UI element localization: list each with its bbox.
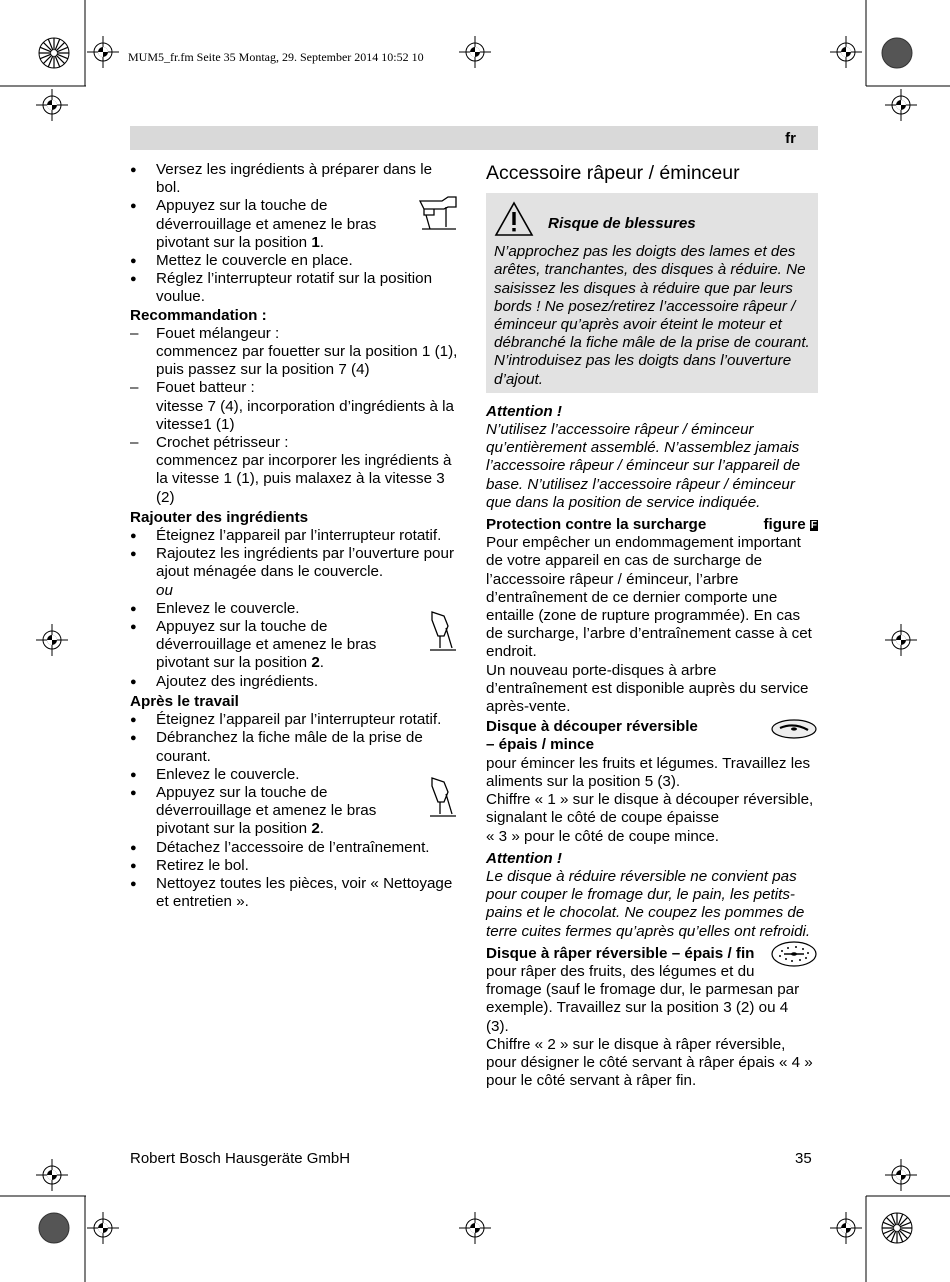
grating-disc-heading: Disque à râper réversible – épais / fin bbox=[486, 945, 818, 963]
list-item: ● Retirez le bol. bbox=[130, 857, 460, 875]
list-item: ● Appuyez sur la touche de déverrouillage et amenez le bras pivotant sur la position 1. bbox=[130, 197, 460, 252]
warning-triangle-icon bbox=[494, 201, 534, 237]
mixer-arm-icon bbox=[416, 193, 460, 235]
warning-box bbox=[486, 193, 818, 393]
list-item: – Fouet batteur : vitesse 7 (4), incorporation d’ingrédients à la vitesse1 (1) bbox=[130, 379, 460, 434]
language-code: fr bbox=[785, 130, 796, 147]
section-heading: Recommandation : bbox=[130, 306, 267, 324]
language-bar bbox=[130, 126, 818, 150]
section-heading: Rajouter des ingrédients bbox=[130, 508, 309, 526]
list-item: ● Appuyez sur la touche de déverrouillage et amenez le bras pivotant sur la position 2. bbox=[130, 784, 460, 839]
position-number: 2 bbox=[311, 654, 320, 672]
position-number: 2 bbox=[311, 820, 320, 838]
overload-text: Pour empêcher un endommagement important de votre appareil en cas de surcharge de l’accessoire râpeur / éminceur, l’arbre d’entraînement de ce dernier comporte une entaille (zone de rupture programmée). En cas de surcharge, l’arbre d’entraînement casse à cet endroit. bbox=[486, 534, 812, 661]
list-item: ● Éteignez l’appareil par l’interrupteur rotatif. bbox=[130, 527, 460, 545]
figure-ref: figure F bbox=[763, 516, 817, 534]
list-item: – Fouet mélangeur : commencez par fouetter sur la position 1 (1), puis passez sur la position 7 (4) bbox=[130, 325, 460, 380]
warning-text: N’approchez pas les doigts des lames et des arêtes, tranchantes, des disques à réduire. Ne saisissez les disques à réduire que par leurs bords ! Ne posez/retirez l’accessoire râpeur / éminceur qu’après avoir éteint le moteur et débranché la fiche mâle de la prise de courant. N’introduisez pas les doigts dans l’ouverture d’ajout. bbox=[494, 243, 810, 388]
figure-letter: F bbox=[810, 520, 817, 532]
attention-text: N’utilisez l’accessoire râpeur / éminceur qu’entièrement assemblé. N’assemblez jamais l’accessoire râpeur / éminceur sur l’appareil de base. N’utilisez l’accessoire râpeur / éminceur que dans la position de service indiquée. bbox=[486, 421, 801, 511]
list-item: – Crochet pétrisseur : commencez par incorporer les ingrédients à la vitesse 1 (1), puis malaxez à la vitesse 3 (2) bbox=[130, 434, 460, 507]
list-item: ● Nettoyez toutes les pièces, voir « Nettoyage et entretien ». bbox=[130, 875, 460, 911]
list-item: ● Réglez l’interrupteur rotatif sur la position voulue. bbox=[130, 270, 460, 306]
or-text: ou bbox=[156, 581, 173, 599]
attention-text-2: Le disque à réduire réversible ne convient pas pour couper le fromage dur, le pain, les petits-pains et le chocolat. Ne coupez les pommes de terre cuites fermes qu’après qu’elles ont refroidi. bbox=[486, 867, 811, 940]
slicing-disc-icon bbox=[770, 718, 818, 740]
list-item: ● Détachez l’accessoire de l’entraînement. bbox=[130, 839, 460, 857]
list-item: ● Enlevez le couvercle. bbox=[130, 766, 460, 784]
file-slug: MUM5_fr.fm Seite 35 Montag, 29. September 2014 10:52 10 bbox=[128, 50, 424, 64]
slicing-disc-text-2: Chiffre « 1 » sur le disque à découper réversible, signalant le côté de coupe épaisse bbox=[486, 791, 814, 827]
grating-disc-text-2: Chiffre « 2 » sur le disque à râper réversible, pour désigner le côté servant à râper épais « 4 » pour le côté servant à râper fin. bbox=[486, 1035, 813, 1090]
list-item: ● Enlevez le couvercle. bbox=[130, 600, 460, 618]
section-heading: Après le travail bbox=[130, 692, 239, 710]
page-number: 35 bbox=[795, 1150, 812, 1167]
position-number: 1 bbox=[311, 233, 320, 251]
mixer-arm-raised-icon bbox=[426, 776, 460, 822]
list-item: ● Éteignez l’appareil par l’interrupteur rotatif. bbox=[130, 711, 460, 729]
attention-heading: Attention ! bbox=[486, 402, 562, 420]
section-title: Accessoire râpeur / éminceur bbox=[486, 162, 740, 184]
slicing-disc-text-3: « 3 » pour le côté de coupe mince. bbox=[486, 827, 720, 845]
footer-company: Robert Bosch Hausgeräte GmbH bbox=[130, 1150, 351, 1167]
left-column bbox=[130, 161, 460, 911]
right-column bbox=[486, 161, 818, 1090]
slicing-disc-heading: Disque à découper réversible – épais / mince bbox=[486, 718, 818, 754]
list-item: ● Mettez le couvercle en place. bbox=[130, 252, 460, 270]
overload-heading: Protection contre la surcharge figure F bbox=[486, 516, 817, 534]
list-item: ● Ajoutez des ingrédients. bbox=[130, 673, 460, 691]
grating-disc-icon bbox=[770, 939, 818, 969]
slicing-disc-text: pour émincer les fruits et légumes. Travaillez les aliments sur la position 5 (3). bbox=[486, 754, 811, 790]
list-item: ● Appuyez sur la touche de déverrouillage et amenez le bras pivotant sur la position 2. bbox=[130, 618, 460, 673]
warning-title: Risque de blessures bbox=[548, 215, 696, 232]
mixer-arm-raised-icon bbox=[426, 610, 460, 656]
attention-heading-2: Attention ! bbox=[486, 849, 562, 867]
grating-disc-text: pour râper des fruits, des légumes et du fromage (sauf le fromage dur, le parmesan par exemple). Travaillez sur la position 3 (2) ou 4 (3). bbox=[486, 962, 800, 1035]
list-item: ● Rajoutez les ingrédients par l’ouverture pour ajout ménagée dans le couvercle. bbox=[130, 545, 460, 581]
overload-text-2: Un nouveau porte-disques à arbre d’entraînement est disponible auprès du service après-vente. bbox=[486, 661, 809, 716]
list-item: ● Versez les ingrédients à préparer dans le bol. bbox=[130, 161, 460, 197]
list-item: ● Débranchez la fiche mâle de la prise de courant. bbox=[130, 729, 460, 765]
